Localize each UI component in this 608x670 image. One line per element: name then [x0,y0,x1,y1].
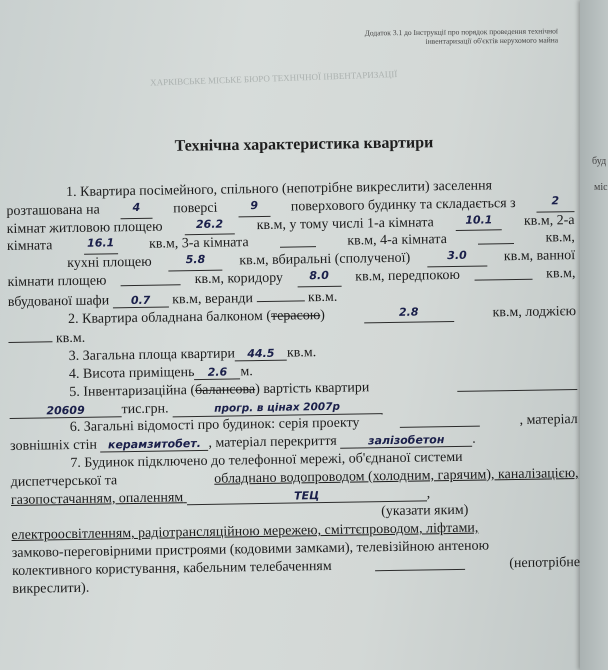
blank-field [457,376,577,392]
blank-field [474,266,532,281]
s7-line: диспетчерської та обладнано водопроводом (холодним, гарячим), каналізацією, [10,465,579,490]
blank-field [256,287,304,302]
s7-line: газопостачанням, опаленням ТЕЦ , [10,485,431,508]
s7-line: (указати яким) [381,503,469,520]
s1-line: кухні площею 5.8 кв.м, вбиральні (сполученої) 3.0 кв.м, ванної [67,248,576,272]
adjacent-page [580,0,608,670]
s5-line: 20609 тис.грн. прогр. в цінах 2007р [9,394,577,421]
s1-line: 1. Квартира посімейного, спільного (непотрібне викреслити) заселення [66,178,493,201]
s7-line: 7. Будинок підключено до телефонної мережі, об'єднаної системи [70,449,463,471]
slabs-value: залізобетон [340,433,472,449]
total-area-value: 44.5 [235,347,287,362]
rooms-value: 2 [536,194,574,212]
s6-line: зовнішніх стін керамзитобет. , матеріал перекриття залізобетон . [9,431,476,455]
appendix-note: Додаток 3.1 до Інструкції про порядок проведення технічної інвентаризації об'єктів нерухомого майна [364,26,559,46]
bathroom-value: 3.0 [427,249,487,268]
floor-value: 4 [120,201,152,219]
s1-line: вбудованої шафи 0.7 кв.м, веранди кв.м. [8,283,576,312]
room2-value: 16.1 [84,237,118,255]
s1-line: розташована на 4 поверсі 9 поверхового будинку та складається з 2 [6,194,574,221]
s2-line: 2. Квартира обладнана балконом (терасою) 2.8 кв.м, лоджією [67,303,577,327]
s7-line: колективного користування, кабельним телебаченням (непотрібне [11,554,581,579]
bleed-through-text: ХАРКІВСЬКЕ МІСЬКЕ БЮРО ТЕХНІЧНОЇ ІНВЕНТАРИЗАЦІЇ [149,69,398,88]
s7-line: електроосвітленням, радіотрансляційною мережею, сміттєпроводом, ліфтами, [11,520,479,544]
s3-line: 3. Загальна площа квартири 44.5 кв.м. [68,345,317,365]
blank-field [280,234,316,249]
s5-line: 5. Інвентаризаційна (балансова) вартість квартири [9,376,577,403]
blank-field [399,413,479,428]
s6-line: 6. Загальні відомості про будинок: серія проекту , матеріал [69,412,578,436]
cost-value: 20609 [9,403,121,419]
balcony-value: 2.8 [364,305,454,324]
corridor-value: 8.0 [297,269,341,287]
s2-line: кв.м. [8,320,576,349]
s1-line: кімнат житловою площею 26.2 кв.м, у тому числі 1-а кімната 10.1 кв.м, 2-а [6,212,575,237]
heating-value: ТЕЦ [187,487,427,505]
s4-line: 4. Висота приміщень 2.6 м. [68,364,253,383]
blank-field [375,556,465,571]
room1-value: 10.1 [456,213,502,232]
blank-field [120,271,180,286]
living-area-value: 26.2 [184,217,234,236]
blank-field [478,230,514,245]
s1-line: кімнати площею кв.м, коридору 8.0 кв.м, передпокою кв.м, [7,266,576,290]
floors-value: 9 [238,199,270,217]
blank-field [8,329,52,344]
document-body [6,176,580,598]
height-value: 2.6 [194,365,240,380]
kitchen-value: 5.8 [168,253,222,272]
page-title: Технічна характеристика квартири [174,134,434,155]
walls-value: керамзитобет. [100,437,208,453]
s7-line: замково-переговірними пристроями (кодовими замками), телевізійною антеною [11,538,490,561]
s7-line: викреслити). [12,580,90,597]
s1-line: кімната 16.1 кв.м, 3-а кімната кв.м, 4-а кімната кв.м, [6,230,575,255]
cost-note: прогр. в цінах 2007р [172,400,382,417]
edge-text: міс [594,182,608,193]
closet-value: 0.7 [113,293,169,308]
edge-text: буд [592,156,607,167]
